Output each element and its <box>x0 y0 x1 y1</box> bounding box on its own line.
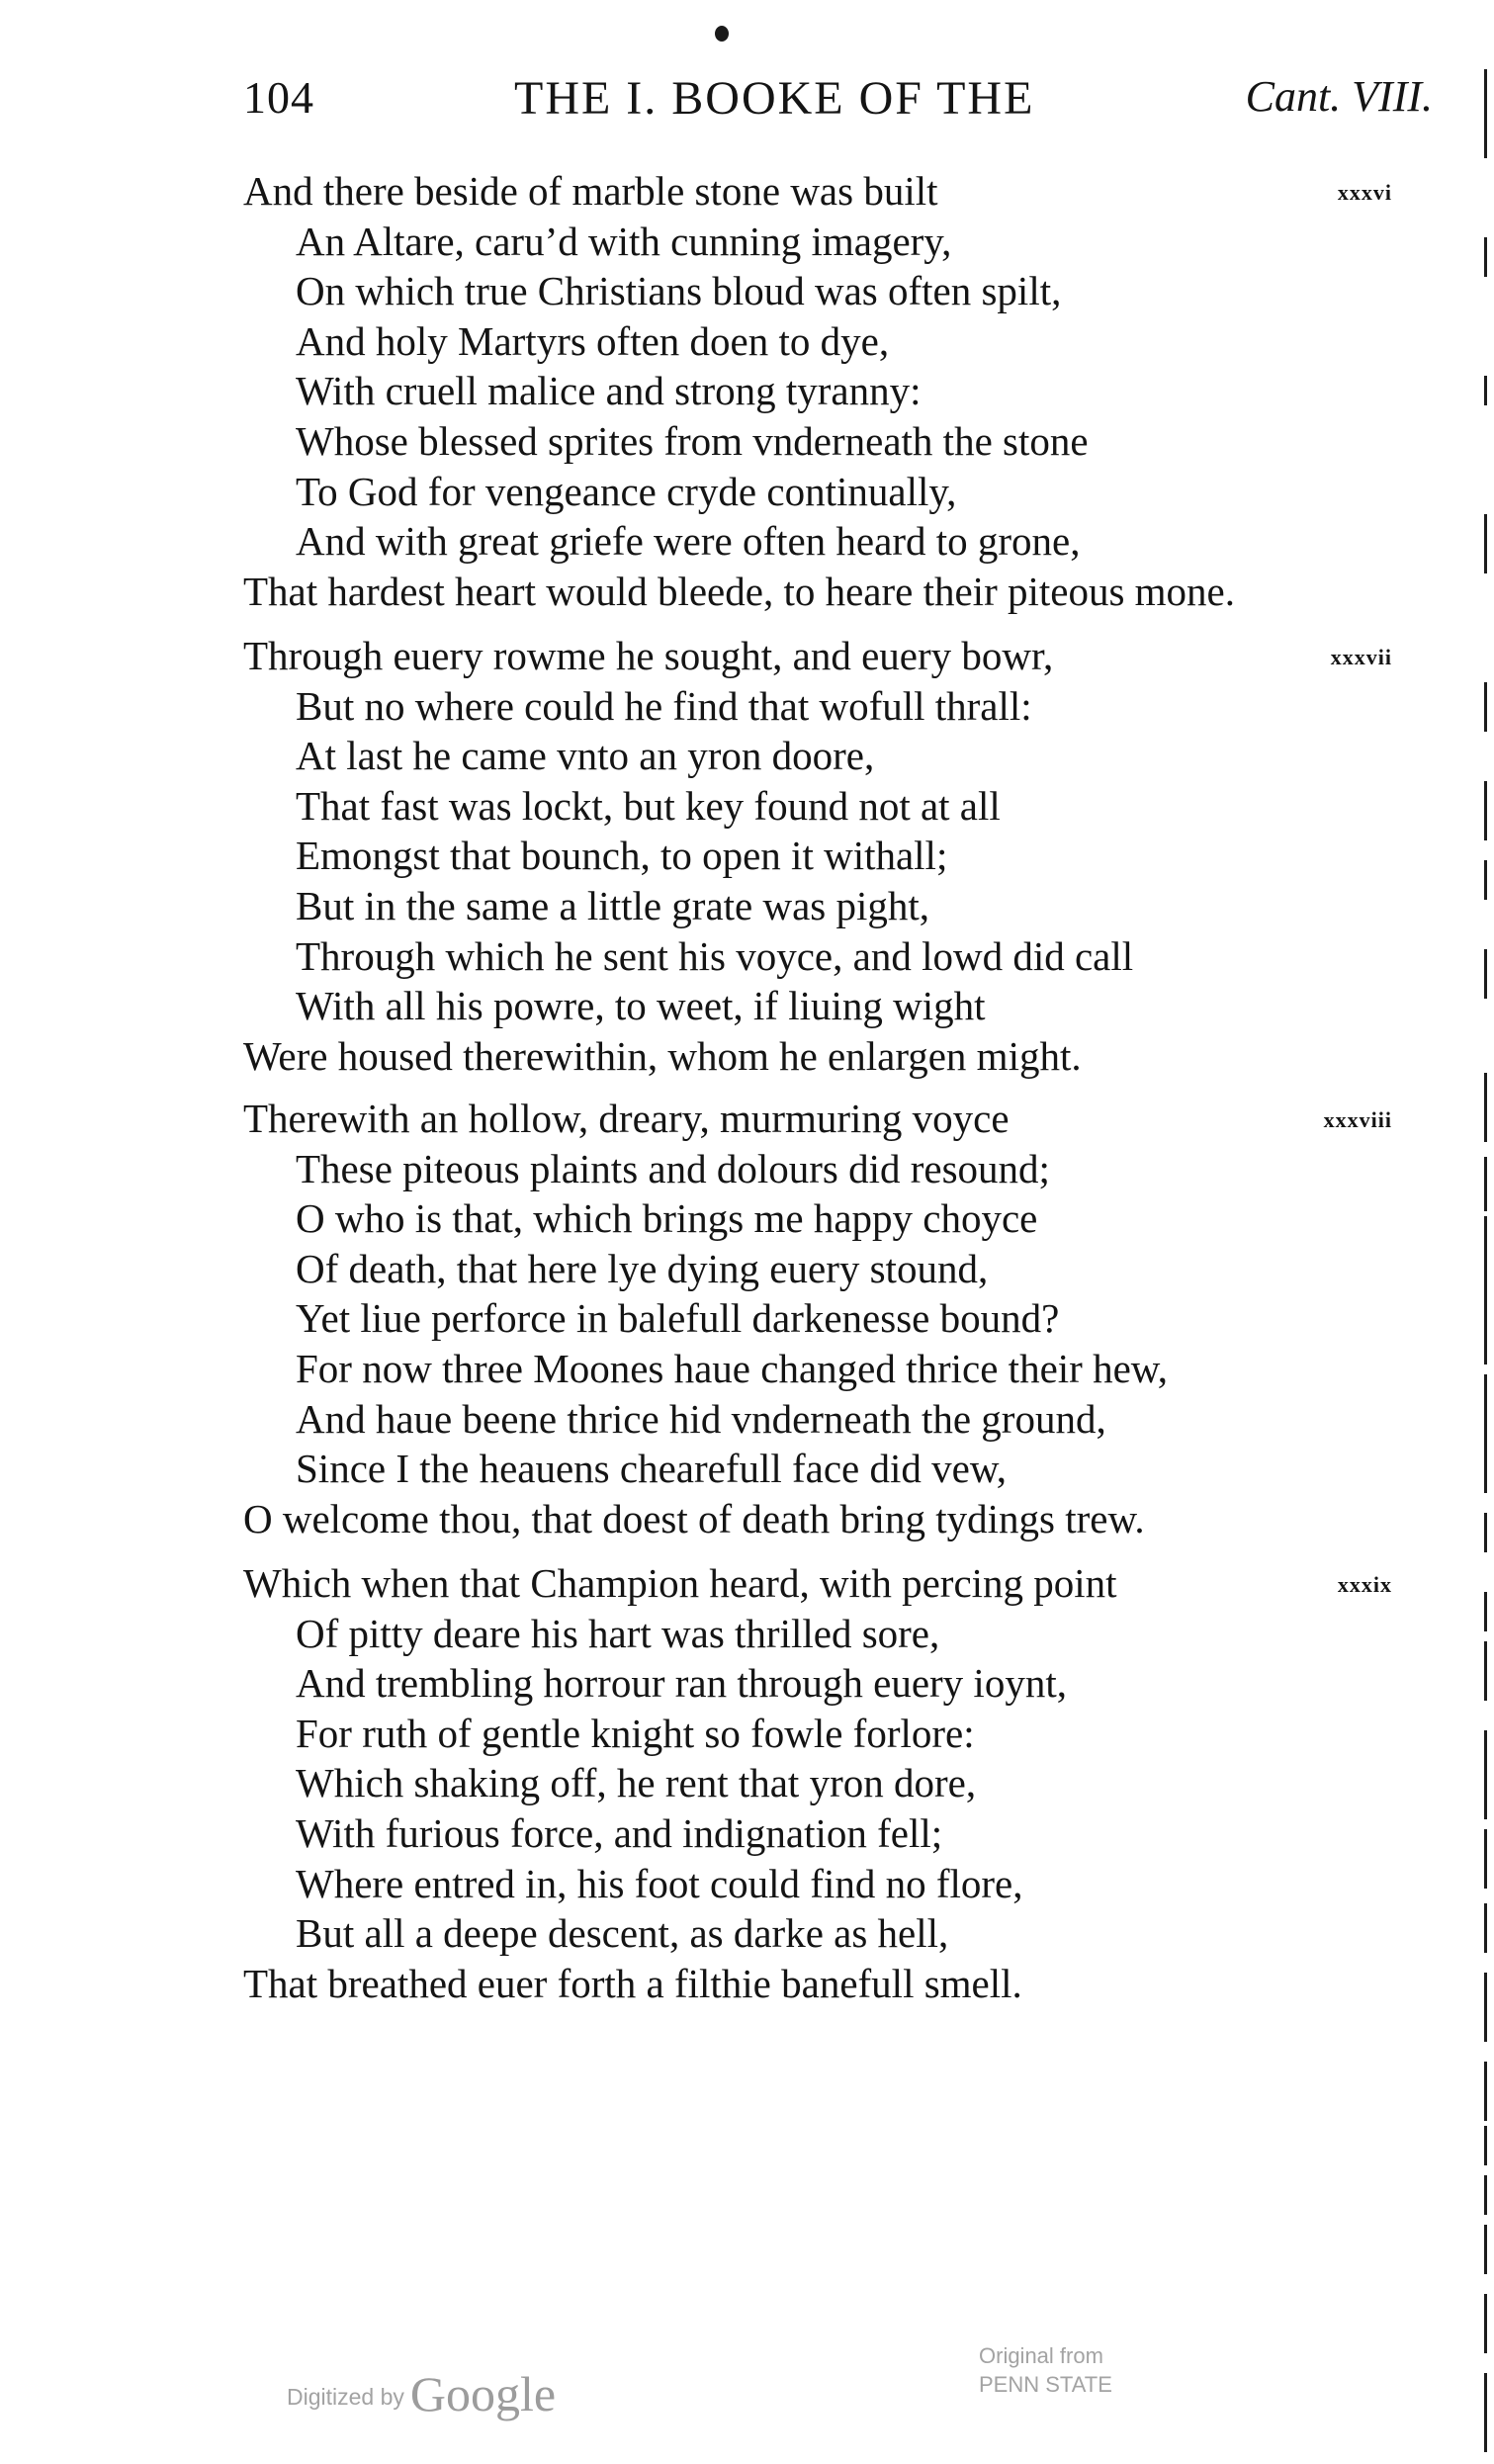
edge-mark <box>1484 514 1487 573</box>
verse-line: Which shaking off, he rent that yron dore, <box>296 1760 977 1806</box>
verse-line: To God for vengeance cryde continually, <box>296 468 957 514</box>
verse-line: That breathed euer forth a filthie banefull smell. <box>243 1960 1022 2006</box>
verse-line: O who is that, which brings me happy choyce <box>296 1195 1038 1242</box>
verse-line: For now three Moones haue changed thrice their hew, <box>296 1345 1168 1391</box>
verse-line: These piteous plaints and dolours did resound; <box>296 1145 1050 1191</box>
verse-line: And with great griefe were often heard to grone, <box>296 518 1081 565</box>
canto-label: Cant. VIII. <box>1245 72 1433 121</box>
edge-mark <box>1484 949 1487 999</box>
verse-line: And haue beene thrice hid vnderneath the ground, <box>296 1395 1106 1442</box>
edge-mark <box>1484 1829 1487 1889</box>
stanza-numeral: xxxix <box>1337 1572 1392 1597</box>
edge-mark <box>1484 1973 1487 2042</box>
edge-mark <box>1484 1374 1487 1493</box>
edge-mark <box>1484 2175 1487 2215</box>
verse-line: That fast was lockt, but key found not at all <box>296 782 1001 829</box>
stanza-xxxvi <box>243 166 1459 616</box>
stanza-xxxvii <box>243 631 1459 1081</box>
stanza-numeral: xxxvi <box>1337 180 1392 205</box>
edge-mark <box>1484 1513 1487 1552</box>
digitized-by-label: Digitized by <box>287 2384 404 2410</box>
stanza-xxxviii <box>243 1094 1459 1543</box>
original-from-label: Original from <box>979 2343 1103 2368</box>
verse-line: And there beside of marble stone was built <box>243 168 938 214</box>
digitized-by-credit <box>287 2365 556 2422</box>
verse-line: At last he came vnto an yron doore, <box>296 733 875 779</box>
edge-mark <box>1484 1730 1487 1819</box>
edge-mark <box>1484 682 1487 732</box>
edge-mark <box>1484 1285 1487 1364</box>
stanza-numeral: xxxvii <box>1330 645 1392 669</box>
verse-line: Whose blessed sprites from vnderneath the stone <box>296 417 1089 464</box>
edge-mark <box>1484 2373 1487 2452</box>
edge-mark <box>1484 1073 1487 1142</box>
edge-mark <box>1484 1592 1487 1631</box>
verse-line: But no where could he find that wofull thrall: <box>296 682 1032 729</box>
verse-line: An Altare, caru’d with cunning imagery, <box>296 218 952 264</box>
google-logo: Google <box>409 2366 557 2421</box>
verse-line: Where entred in, his foot could find no flore, <box>296 1860 1023 1906</box>
edge-mark <box>1484 2294 1487 2353</box>
stanza-xxxix <box>243 1558 1459 2008</box>
verse-line: Therewith an hollow, dreary, murmuring voyce <box>243 1096 1010 1141</box>
verse-line: Through euery rowme he sought, and euery bowr, <box>243 633 1054 678</box>
verse-line: With all his powre, to weet, if liuing wight <box>296 983 986 1029</box>
verse-line: But in the same a little grate was pight, <box>296 882 930 928</box>
edge-mark <box>1484 2062 1487 2121</box>
edge-mark <box>1484 69 1487 158</box>
page-header <box>0 71 1494 131</box>
edge-mark <box>1484 1903 1487 1953</box>
original-from-credit <box>979 2341 1112 2399</box>
edge-mark <box>1484 860 1487 900</box>
institution-label: PENN STATE <box>979 2372 1112 2397</box>
page-number: 104 <box>243 72 314 123</box>
verse-line: That hardest heart would bleede, to heare their piteous mone. <box>243 568 1235 614</box>
verse-line: With cruell malice and strong tyranny: <box>296 368 922 414</box>
edge-mark <box>1484 2126 1487 2165</box>
edge-mark <box>1484 1641 1487 1701</box>
verse-line: On which true Christians bloud was often spilt, <box>296 268 1062 314</box>
edge-mark <box>1484 1157 1487 1211</box>
edge-mark <box>1484 2225 1487 2274</box>
verse-line: But all a deepe descent, as darke as hell, <box>296 1910 949 1957</box>
verse-line: Were housed therewithin, whom he enlargen might. <box>243 1032 1082 1079</box>
scan-edge-marks <box>1480 0 1494 2464</box>
edge-mark <box>1484 781 1487 840</box>
top-ink-dot <box>715 26 729 42</box>
verse-line: And trembling horrour ran through euery ioynt, <box>296 1660 1067 1707</box>
stanza-numeral: xxxviii <box>1323 1107 1392 1132</box>
verse-line: O welcome thou, that doest of death bring tydings trew. <box>243 1495 1145 1541</box>
edge-mark <box>1484 1216 1487 1285</box>
verse-line: For ruth of gentle knight so fowle forlore: <box>296 1710 975 1756</box>
edge-mark <box>1484 237 1487 277</box>
verse-line: Of pitty deare his hart was thrilled sore, <box>296 1610 940 1656</box>
scan-footer <box>0 2335 1494 2421</box>
verse-line: Emongst that bounch, to open it withall; <box>296 833 948 879</box>
edge-mark <box>1484 376 1487 405</box>
running-title: THE I. BOOKE OF THE <box>514 72 1035 125</box>
verse-line: And holy Martyrs often doen to dye, <box>296 317 890 364</box>
verse-line: Through which he sent his voyce, and lowd did call <box>296 932 1134 979</box>
verse-line: Of death, that here lye dying euery stound, <box>296 1245 989 1291</box>
verse-line: Which when that Champion heard, with percing point <box>243 1560 1117 1606</box>
verse-line: Yet liue perforce in balefull darkenesse bound? <box>296 1295 1060 1342</box>
verse-line: With furious force, and indignation fell; <box>296 1809 943 1856</box>
verse-line: Since I the heauens chearefull face did vew, <box>296 1446 1008 1492</box>
